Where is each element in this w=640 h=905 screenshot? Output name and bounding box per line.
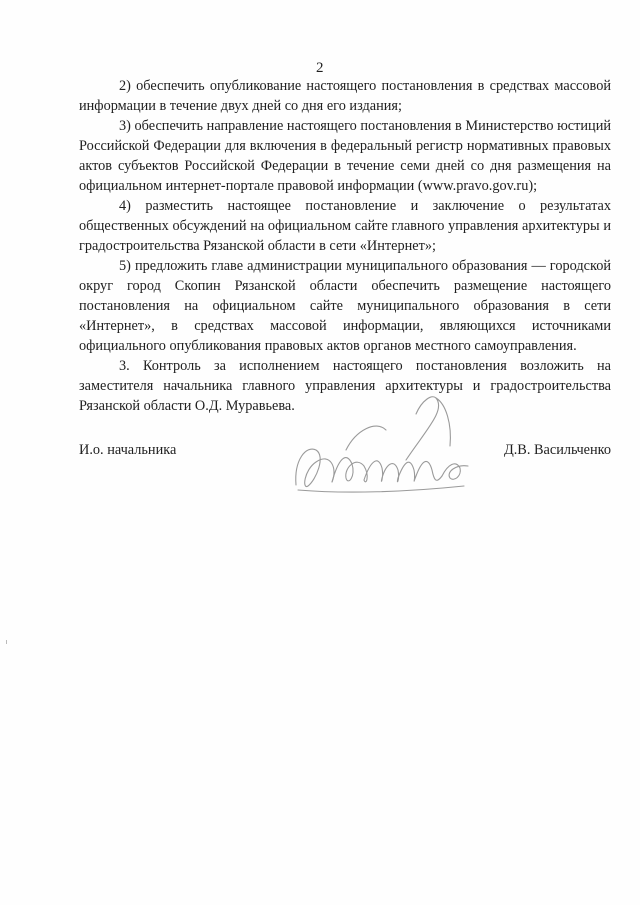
paragraph-control-clause: 3. Контроль за исполнением настоящего постановления возложить на заместителя начальника главного управления архитектуры и градостроительства Рязанской области О.Д. Муравьева. — [79, 358, 611, 414]
paragraph-item-5: 5) предложить главе администрации муниципального образования — городской округ город Скопин Рязанской области обеспечить размещение настоящего постановления на официальном сайте муниципального образования в сети «Интернет», в средствах массовой информации, являющихся источниками официального опубликования правовых актов органов местного самоуправления. — [79, 258, 611, 354]
signature-row — [79, 442, 611, 466]
signer-name: Д.В. Васильченко — [503, 442, 611, 458]
document-body — [79, 76, 611, 416]
paragraph-item-2: 2) обеспечить опубликование настоящего постановления в средствах массовой информации в течение двух дней со дня его издания; — [79, 78, 611, 114]
paragraph-item-3: 3) обеспечить направление настоящего постановления в Министерство юстиций Российской Федерации для включения в федеральный регистр нормативных правовых актов субъектов Российской Федерации в течение семи дней со дня размещения на официальном интернет-портале правовой информации (www.pravo.gov.ru); — [79, 118, 611, 194]
paragraph-item-4: 4) разместить настоящее постановление и заключение о результатах общественных обсуждений на официальном сайте главного управления архитектуры и градостроительства Рязанской области в сети «Интернет»; — [79, 198, 611, 254]
scan-edge-mark — [6, 640, 7, 644]
page-number: 2 — [316, 60, 324, 76]
position-title: И.о. начальника — [79, 442, 177, 458]
